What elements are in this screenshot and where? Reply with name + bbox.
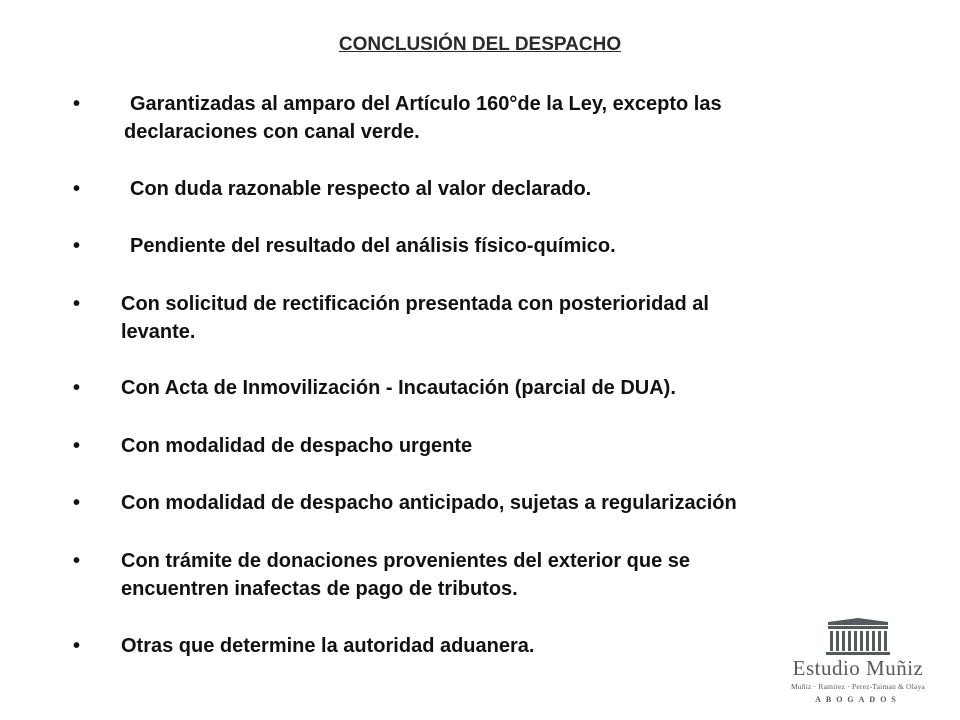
list-item-line: levante. (121, 321, 196, 343)
list-item-line: declaraciones con canal verde. (124, 121, 420, 143)
bullet-dot: • (73, 377, 81, 399)
bullet-dot: • (73, 293, 81, 315)
bullet-dot: • (73, 235, 81, 257)
list-item-line: Pendiente del resultado del análisis físico-químico. (130, 235, 616, 257)
bullet-dot: • (73, 178, 81, 200)
page-title: CONCLUSIÓN DEL DESPACHO (338, 34, 622, 55)
list-item-line: Garantizadas al amparo del Artículo 160°de la Ley, excepto las (130, 93, 722, 115)
bullet-dot: • (73, 550, 81, 572)
list-item-line: Con modalidad de despacho anticipado, sujetas a regularización (121, 492, 737, 514)
list-item-line: encuentren inafectas de pago de tributos. (121, 578, 518, 600)
bullet-dot: • (73, 492, 81, 514)
bullet-dot: • (73, 635, 81, 657)
list-item-line: Con trámite de donaciones provenientes del exterior que se (121, 550, 691, 572)
logo-tagline: ABOGADOS (815, 695, 901, 704)
logo-name: Estudio Muñiz (792, 656, 924, 680)
bullet-dot: • (73, 435, 81, 457)
firm-logo (776, 618, 940, 710)
list-item-line: Con duda razonable respecto al valor declarado. (130, 178, 592, 200)
logo-subtitle: Muñiz · Ramirez · Perez-Taiman & Olaya (790, 682, 926, 691)
list-item-line: Con modalidad de despacho urgente (121, 435, 473, 457)
list-item-line: Con Acta de Inmovilización - Incautación (parcial de DUA). (121, 377, 676, 399)
bullet-dot: • (73, 93, 81, 115)
list-item-line: Otras que determine la autoridad aduanera. (121, 635, 535, 657)
list-item-line: Con solicitud de rectificación presentada con posterioridad al (121, 293, 709, 315)
building-icon (776, 618, 940, 658)
